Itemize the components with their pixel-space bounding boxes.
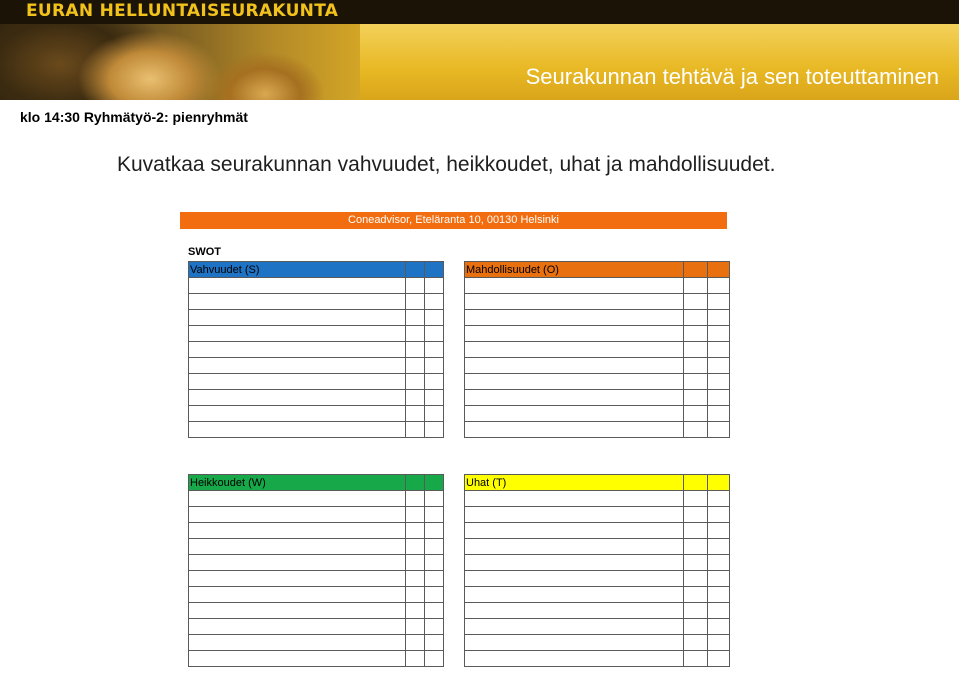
weaknesses-entry-row: [189, 491, 444, 507]
threats-entry-cell[interactable]: [465, 507, 684, 523]
weaknesses-mark-cell[interactable]: [406, 603, 425, 619]
strengths-entry-cell[interactable]: [189, 294, 406, 310]
weaknesses-entry-cell[interactable]: [189, 635, 406, 651]
weaknesses-mark-cell[interactable]: [406, 555, 425, 571]
weaknesses-mark-cell[interactable]: [425, 603, 444, 619]
threats-mark-cell[interactable]: [708, 635, 730, 651]
strengths-mark-cell[interactable]: [406, 310, 425, 326]
strengths-mark-cell[interactable]: [425, 310, 444, 326]
threats-mark-cell[interactable]: [684, 539, 708, 555]
weaknesses-entry-row: [189, 651, 444, 667]
threats-entry-row: [465, 571, 730, 587]
weaknesses-mark-cell[interactable]: [406, 635, 425, 651]
strengths-entry-cell[interactable]: [189, 278, 406, 294]
opportunities-mark-cell[interactable]: [684, 358, 708, 374]
threats-mark-cell[interactable]: [708, 571, 730, 587]
threats-mark-cell[interactable]: [708, 603, 730, 619]
weaknesses-body: [189, 475, 444, 667]
threats-entry-cell[interactable]: [465, 635, 684, 651]
opportunities-header-cell: [708, 262, 730, 278]
opportunities-mark-cell[interactable]: [708, 278, 730, 294]
strengths-mark-cell[interactable]: [406, 278, 425, 294]
threats-entry-cell[interactable]: [465, 619, 684, 635]
weaknesses-mark-cell[interactable]: [425, 619, 444, 635]
weaknesses-mark-cell[interactable]: [425, 587, 444, 603]
weaknesses-header-cell: [425, 475, 444, 491]
opportunities-entry-cell[interactable]: [465, 326, 684, 342]
opportunities-entry-cell[interactable]: [465, 278, 684, 294]
weaknesses-entry-cell[interactable]: [189, 571, 406, 587]
weaknesses-mark-cell[interactable]: [425, 651, 444, 667]
opportunities-mark-cell[interactable]: [708, 326, 730, 342]
weaknesses-entry-row: [189, 523, 444, 539]
weaknesses-mark-cell[interactable]: [406, 571, 425, 587]
weaknesses-entry-cell[interactable]: [189, 507, 406, 523]
weaknesses-header-row: [189, 475, 444, 491]
weaknesses-entry-cell[interactable]: [189, 555, 406, 571]
threats-header-cell: [684, 475, 708, 491]
opportunities-mark-cell[interactable]: [708, 406, 730, 422]
opportunities-mark-cell[interactable]: [708, 294, 730, 310]
opportunities-entry-cell[interactable]: [465, 358, 684, 374]
weaknesses-header-cell: [406, 475, 425, 491]
weaknesses-mark-cell[interactable]: [425, 571, 444, 587]
opportunities-header-cell: [684, 262, 708, 278]
threats-entry-cell[interactable]: [465, 571, 684, 587]
threats-mark-cell[interactable]: [708, 507, 730, 523]
opportunities-entry-row: [465, 294, 730, 310]
threats-entry-cell[interactable]: [465, 491, 684, 507]
strengths-entry-cell[interactable]: [189, 422, 406, 438]
weaknesses-mark-cell[interactable]: [425, 523, 444, 539]
strengths-entry-row: [189, 326, 444, 342]
strengths-header-cell: [406, 262, 425, 278]
opportunities-mark-cell[interactable]: [708, 342, 730, 358]
opportunities-mark-cell[interactable]: [684, 326, 708, 342]
threats-entry-cell[interactable]: [465, 651, 684, 667]
strengths-mark-cell[interactable]: [425, 374, 444, 390]
threats-mark-cell[interactable]: [684, 523, 708, 539]
opportunities-entry-row: [465, 358, 730, 374]
opportunities-header-row: [465, 262, 730, 278]
opportunities-entry-row: [465, 310, 730, 326]
opportunities-mark-cell[interactable]: [708, 422, 730, 438]
contact-bar: Coneadvisor, Eteläranta 10, 00130 Helsinki: [180, 212, 727, 229]
header-banner: [0, 0, 959, 100]
weaknesses-mark-cell[interactable]: [406, 491, 425, 507]
weaknesses-mark-cell[interactable]: [406, 539, 425, 555]
opportunities-mark-cell[interactable]: [708, 390, 730, 406]
weaknesses-entry-row: [189, 539, 444, 555]
weaknesses-entry-cell[interactable]: [189, 587, 406, 603]
opportunities-mark-cell[interactable]: [708, 358, 730, 374]
weaknesses-mark-cell[interactable]: [406, 651, 425, 667]
threats-entry-cell[interactable]: [465, 539, 684, 555]
opportunities-mark-cell[interactable]: [684, 310, 708, 326]
weaknesses-entry-cell[interactable]: [189, 603, 406, 619]
weaknesses-mark-cell[interactable]: [406, 507, 425, 523]
weaknesses-entry-cell[interactable]: [189, 539, 406, 555]
strengths-mark-cell[interactable]: [425, 422, 444, 438]
weaknesses-entry-cell[interactable]: [189, 651, 406, 667]
opportunities-entry-row: [465, 342, 730, 358]
organization-name: EURAN HELLUNTAISEURAKUNTA: [26, 1, 339, 21]
strengths-mark-cell[interactable]: [425, 390, 444, 406]
strengths-entry-cell[interactable]: [189, 358, 406, 374]
threats-entry-cell[interactable]: [465, 587, 684, 603]
strengths-entry-cell[interactable]: [189, 342, 406, 358]
strengths-mark-cell[interactable]: [406, 390, 425, 406]
threats-mark-cell[interactable]: [708, 523, 730, 539]
threats-mark-cell[interactable]: [684, 619, 708, 635]
strengths-mark-cell[interactable]: [425, 342, 444, 358]
weaknesses-entry-cell[interactable]: [189, 619, 406, 635]
threats-mark-cell[interactable]: [684, 635, 708, 651]
strengths-entry-row: [189, 422, 444, 438]
strengths-entry-row: [189, 390, 444, 406]
weaknesses-mark-cell[interactable]: [406, 523, 425, 539]
strengths-header-row: [189, 262, 444, 278]
strengths-entry-cell[interactable]: [189, 310, 406, 326]
instruction-text: Kuvatkaa seurakunnan vahvuudet, heikkoudet, uhat ja mahdollisuudet.: [117, 153, 776, 176]
weaknesses-entry-row: [189, 571, 444, 587]
opportunities-mark-cell[interactable]: [684, 342, 708, 358]
threats-entry-row: [465, 523, 730, 539]
weaknesses-entry-cell[interactable]: [189, 523, 406, 539]
strengths-mark-cell[interactable]: [425, 278, 444, 294]
strengths-entry-row: [189, 294, 444, 310]
opportunities-entry-cell[interactable]: [465, 422, 684, 438]
strengths-mark-cell[interactable]: [406, 326, 425, 342]
opportunities-entry-cell[interactable]: [465, 390, 684, 406]
opportunities-mark-cell[interactable]: [708, 310, 730, 326]
strengths-mark-cell[interactable]: [425, 358, 444, 374]
strengths-entry-row: [189, 342, 444, 358]
strengths-body: [189, 262, 444, 438]
weaknesses-table: [188, 474, 444, 667]
threats-entry-cell[interactable]: [465, 523, 684, 539]
strengths-entry-cell[interactable]: [189, 374, 406, 390]
strengths-entry-row: [189, 310, 444, 326]
strengths-entry-cell[interactable]: [189, 390, 406, 406]
threats-entry-row: [465, 651, 730, 667]
opportunities-mark-cell[interactable]: [684, 406, 708, 422]
weaknesses-mark-cell[interactable]: [425, 491, 444, 507]
opportunities-entry-row: [465, 422, 730, 438]
threats-mark-cell[interactable]: [684, 571, 708, 587]
threats-header-cell: [708, 475, 730, 491]
opportunities-entry-row: [465, 326, 730, 342]
strengths-entry-row: [189, 358, 444, 374]
strengths-mark-cell[interactable]: [406, 342, 425, 358]
threats-mark-cell[interactable]: [708, 587, 730, 603]
threats-mark-cell[interactable]: [708, 555, 730, 571]
strengths-mark-cell[interactable]: [406, 406, 425, 422]
page-title: Seurakunnan tehtävä ja sen toteuttaminen: [525, 64, 939, 89]
threats-mark-cell[interactable]: [708, 539, 730, 555]
weaknesses-entry-cell[interactable]: [189, 491, 406, 507]
opportunities-mark-cell[interactable]: [708, 374, 730, 390]
threats-entry-row: [465, 507, 730, 523]
weaknesses-mark-cell[interactable]: [425, 555, 444, 571]
weaknesses-mark-cell[interactable]: [425, 539, 444, 555]
strengths-mark-cell[interactable]: [425, 406, 444, 422]
threats-mark-cell[interactable]: [708, 651, 730, 667]
threats-table: [464, 474, 730, 667]
strengths-entry-row: [189, 278, 444, 294]
opportunities-entry-row: [465, 374, 730, 390]
threats-header-label: Uhat (T): [465, 475, 684, 491]
threats-mark-cell[interactable]: [684, 555, 708, 571]
weaknesses-header-label: Heikkoudet (W): [189, 475, 406, 491]
weaknesses-entry-row: [189, 635, 444, 651]
opportunities-entry-row: [465, 278, 730, 294]
opportunities-body: [465, 262, 730, 438]
strengths-table: [188, 261, 444, 438]
threats-entry-row: [465, 635, 730, 651]
strengths-entry-row: [189, 406, 444, 422]
threats-mark-cell[interactable]: [684, 587, 708, 603]
threats-entry-row: [465, 603, 730, 619]
weaknesses-entry-row: [189, 555, 444, 571]
strengths-entry-cell[interactable]: [189, 406, 406, 422]
weaknesses-entry-row: [189, 619, 444, 635]
threats-mark-cell[interactable]: [708, 491, 730, 507]
strengths-mark-cell[interactable]: [406, 294, 425, 310]
weaknesses-mark-cell[interactable]: [425, 635, 444, 651]
opportunities-mark-cell[interactable]: [684, 278, 708, 294]
weaknesses-entry-row: [189, 507, 444, 523]
threats-entry-cell[interactable]: [465, 603, 684, 619]
threats-mark-cell[interactable]: [708, 619, 730, 635]
threats-entry-cell[interactable]: [465, 555, 684, 571]
threats-mark-cell[interactable]: [684, 507, 708, 523]
threats-entry-row: [465, 619, 730, 635]
weaknesses-mark-cell[interactable]: [406, 619, 425, 635]
threats-mark-cell[interactable]: [684, 491, 708, 507]
threats-header-row: [465, 475, 730, 491]
session-label: klo 14:30 Ryhmätyö-2: pienryhmät: [20, 109, 248, 125]
opportunities-entry-cell[interactable]: [465, 374, 684, 390]
strengths-entry-cell[interactable]: [189, 326, 406, 342]
threats-entry-row: [465, 491, 730, 507]
strengths-mark-cell[interactable]: [406, 422, 425, 438]
weaknesses-entry-row: [189, 603, 444, 619]
opportunities-mark-cell[interactable]: [684, 422, 708, 438]
weaknesses-mark-cell[interactable]: [425, 507, 444, 523]
strengths-mark-cell[interactable]: [425, 326, 444, 342]
opportunities-entry-cell[interactable]: [465, 310, 684, 326]
header-photo: [0, 24, 420, 100]
swot-title: SWOT: [188, 246, 221, 258]
strengths-mark-cell[interactable]: [425, 294, 444, 310]
threats-entry-row: [465, 539, 730, 555]
strengths-entry-row: [189, 374, 444, 390]
strengths-header-cell: [425, 262, 444, 278]
threats-mark-cell[interactable]: [684, 603, 708, 619]
threats-entry-row: [465, 555, 730, 571]
opportunities-entry-cell[interactable]: [465, 294, 684, 310]
opportunities-entry-row: [465, 390, 730, 406]
opportunities-mark-cell[interactable]: [684, 294, 708, 310]
opportunities-entry-row: [465, 406, 730, 422]
strengths-header-label: Vahvuudet (S): [189, 262, 406, 278]
opportunities-mark-cell[interactable]: [684, 390, 708, 406]
weaknesses-entry-row: [189, 587, 444, 603]
threats-body: [465, 475, 730, 667]
opportunities-header-label: Mahdollisuudet (O): [465, 262, 684, 278]
opportunities-table: [464, 261, 730, 438]
weaknesses-mark-cell[interactable]: [406, 587, 425, 603]
opportunities-entry-cell[interactable]: [465, 342, 684, 358]
strengths-mark-cell[interactable]: [406, 374, 425, 390]
threats-entry-row: [465, 587, 730, 603]
opportunities-mark-cell[interactable]: [684, 374, 708, 390]
strengths-mark-cell[interactable]: [406, 358, 425, 374]
opportunities-entry-cell[interactable]: [465, 406, 684, 422]
threats-mark-cell[interactable]: [684, 651, 708, 667]
